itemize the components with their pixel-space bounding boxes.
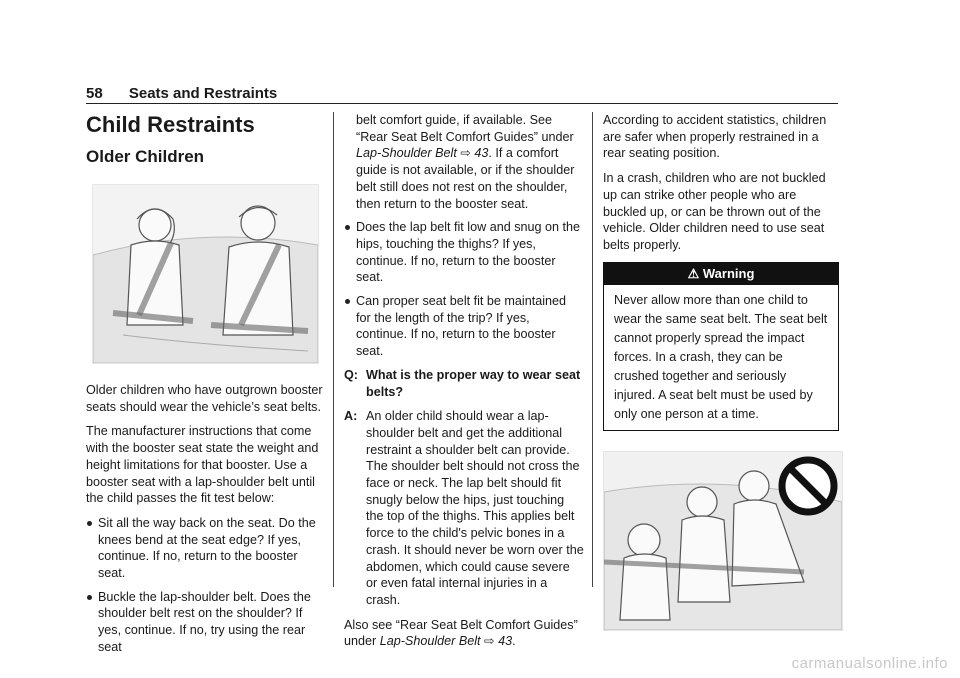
answer: [344, 408, 584, 608]
header-rule: [86, 103, 838, 104]
question: [344, 367, 584, 400]
column-divider: [333, 112, 334, 587]
two-children-seat-belts-illustration: [92, 184, 319, 364]
page-reference[interactable]: 43: [498, 634, 513, 649]
answer-tag: A:: [344, 409, 358, 424]
text: .: [512, 634, 516, 649]
column-left: [86, 112, 324, 663]
warning-title: Warning: [702, 265, 755, 281]
list-item: Sit all the way back on the seat. Do the knees bend at the seat edge? If yes, continue. If no, return to the booster seat.: [86, 515, 324, 582]
text: Also see “Rear Seat Belt Comfort Guides” under: [344, 617, 578, 649]
section-title: Seats and Restraints: [128, 85, 278, 102]
question-text: What is the proper way to wear seat belts?: [366, 367, 581, 399]
page-header: [86, 85, 277, 102]
warning-box: [603, 262, 839, 431]
watermark: carmanualsonline.info: [791, 655, 948, 672]
page-title: Child Restraints: [86, 112, 255, 137]
list-item: Buckle the lap-shoulder belt. Does the shoulder belt rest on the shoulder? If yes, continue. If no, try using the rear seat: [86, 589, 324, 656]
page-ref-arrow-icon: ⇨: [460, 146, 471, 161]
prohibited-shared-seat-belt-illustration: [603, 451, 843, 631]
answer-text: An older child should wear a lap-shoulder belt and get the additional restraint a shoulder belt can provide. The shoulder belt should not cross the face or neck. The lap belt should fit snugly below the hips, just touching the top of the thighs. This applies belt force to the child's pelvic bones in a crash. It should never be worn over the abdomen, which could cause severe or even fatal internal injuries in a crash.: [366, 409, 584, 607]
warning-text: Never allow more than one child to wear the same seat belt. The seat belt cannot properly spread the impact forces. In a crash, they can be crushed together and seriously injured. A seat belt must be used by only one person at a time.: [614, 292, 828, 421]
page-number: 58: [86, 85, 103, 102]
list-item: Can proper seat belt fit be maintained for the length of the trip? If yes, continue. If no, return to the booster seat.: [344, 293, 584, 360]
children-illustration-icon: [93, 185, 318, 363]
column-right: [603, 112, 839, 631]
paragraph: In a crash, children who are not buckled up can strike other people who are buckled up, or can be thrown out of the vehicle. Older children need to use seat belts properly.: [603, 171, 826, 252]
section-heading: Older Children: [86, 147, 205, 166]
cross-reference-link[interactable]: Lap-Shoulder Belt: [379, 634, 481, 649]
page-reference[interactable]: 43: [474, 146, 489, 161]
also-see: [344, 617, 584, 650]
cross-reference-link[interactable]: Lap-Shoulder Belt: [356, 146, 457, 161]
paragraph: According to accident statistics, children are safer when properly restrained in a rear seating position.: [603, 113, 827, 161]
shared-belt-illustration-icon: [604, 452, 842, 630]
warning-header: [604, 263, 838, 285]
list-item: Does the lap belt fit low and snug on the hips, touching the thighs? If yes, continue. If no, return to the booster seat.: [344, 219, 584, 286]
column-divider: [592, 112, 593, 587]
paragraph: The manufacturer instructions that come with the booster seat state the weight and height limitations for that booster. Use a booster seat with a lap-shoulder belt until the child passes the fit test below:: [86, 424, 319, 506]
text: belt comfort guide, if available. See “Rear Seat Belt Comfort Guides” under: [356, 113, 574, 144]
list-item-continuation: [344, 112, 584, 212]
paragraph: Older children who have outgrown booster seats should wear the vehicle’s seat belts.: [86, 383, 323, 414]
question-tag: Q:: [344, 367, 358, 382]
warning-icon: ⚠: [687, 265, 700, 281]
text: . If a comfort guide is not available, or if the shoulder belt still does not rest on the shoulder, then return to the booster seat.: [356, 146, 575, 211]
page-ref-arrow-icon: ⇨: [484, 634, 495, 649]
column-middle: [344, 112, 584, 658]
